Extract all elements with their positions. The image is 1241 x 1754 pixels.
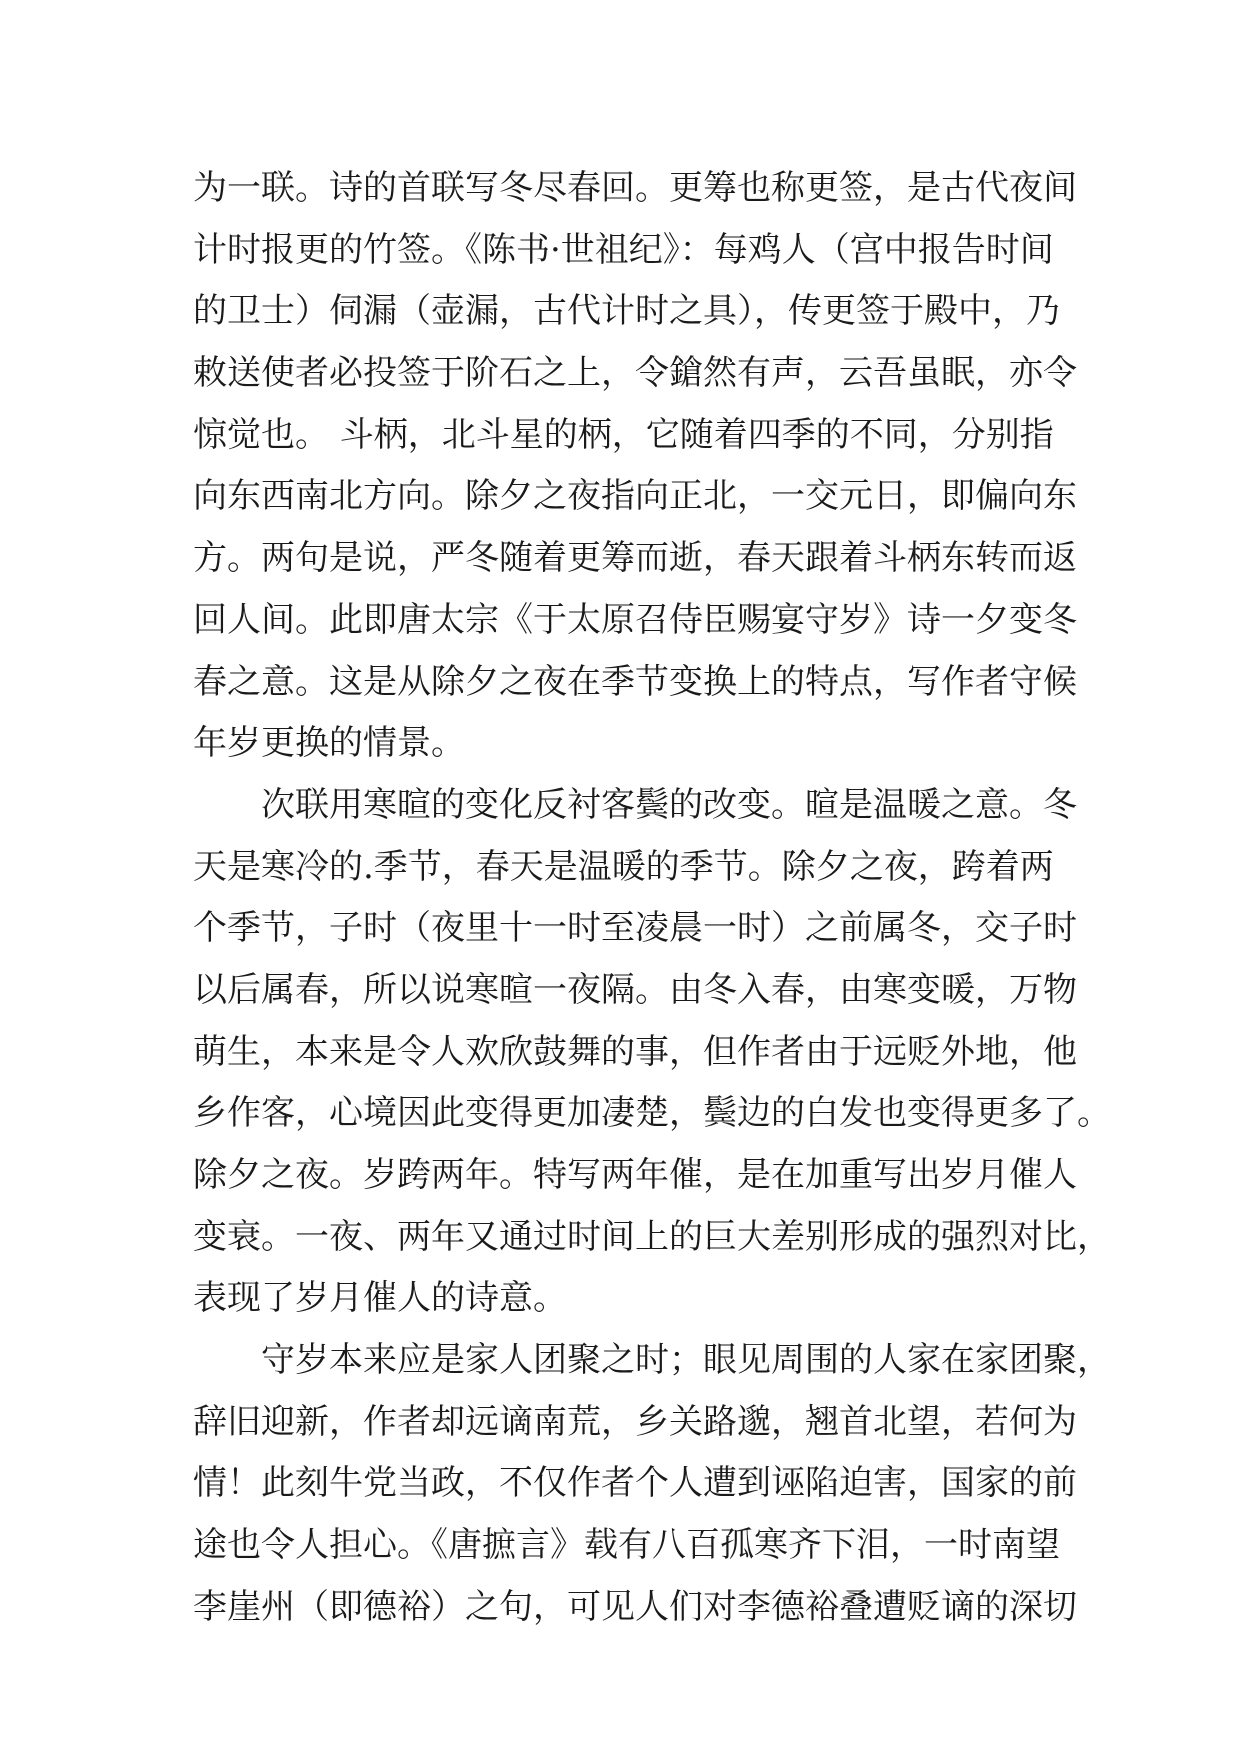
text-line: 敕送使者必投签于阶石之上，令鎗然有声，云吾虽眠，亦令: [193, 353, 1077, 394]
text-line: 方。两句是说，严冬随着更筹而逝，春天跟着斗柄东转而返: [193, 538, 1077, 579]
text-line: 天是寒冷的.季节，春天是温暖的季节。除夕之夜，跨着两: [193, 846, 1054, 887]
text-line: 表现了岁月催人的诗意。: [193, 1278, 567, 1319]
text-line: 向东西南北方向。除夕之夜指向正北，一交元日，即偏向东: [193, 476, 1077, 517]
text-line: 个季节，子时（夜里十一时至凌晨一时）之前属冬，交子时: [193, 908, 1077, 949]
text-line: 萌生，本来是令人欢欣鼓舞的事，但作者由于远贬外地，他: [193, 1031, 1077, 1072]
text-line: 变衰。一夜、两年又通过时间上的巨大差别形成的强烈对比，: [193, 1216, 1111, 1257]
text-line: 守岁本来应是家人团聚之时；眼见周围的人家在家团聚，: [193, 1340, 1111, 1381]
text-line: 春之意。这是从除夕之夜在季节变换上的特点，写作者守候: [193, 661, 1077, 702]
text-line: 途也令人担心。《唐摭言》载有八百孤寒齐下泪，一时南望: [193, 1525, 1060, 1566]
text-line: 次联用寒暄的变化反衬客鬓的改变。暄是温暖之意。冬: [193, 784, 1077, 825]
text-line: 乡作客，心境因此变得更加凄楚，鬓边的白发也变得更多了。: [193, 1093, 1111, 1134]
text-line: 李崖州（即德裕）之句，可见人们对李德裕叠遭贬谪的深切: [193, 1586, 1077, 1627]
text-line: 回人间。此即唐太宗《于太原召侍臣赐宴守岁》诗一夕变冬: [193, 599, 1077, 640]
text-line: 的卫士）伺漏（壶漏，古代计时之具），传更签于殿中，乃: [193, 291, 1060, 332]
text-line: 惊觉也。 斗柄，北斗星的柄，它随着四季的不同，分别指: [193, 414, 1054, 455]
text-line: 年岁更换的情景。: [193, 723, 465, 764]
body-text: [193, 158, 1111, 1639]
text-line: 情！此刻牛党当政，不仅作者个人遭到诬陷迫害，国家的前: [193, 1463, 1077, 1504]
text-line: 辞旧迎新，作者却远谪南荒，乡关路邈，翘首北望，若何为: [193, 1401, 1077, 1442]
text-line: 除夕之夜。岁跨两年。特写两年催，是在加重写出岁月催人: [193, 1155, 1077, 1195]
text-line: 计时报更的竹签。《陈书·世祖纪》：每鸡人（宫中报告时间: [193, 229, 1054, 270]
text-line: 以后属春，所以说寒暄一夜隔。由冬入春，由寒变暖，万物: [193, 969, 1077, 1010]
text-line: 为一联。诗的首联写冬尽春回。更筹也称更签，是古代夜间: [193, 168, 1077, 208]
